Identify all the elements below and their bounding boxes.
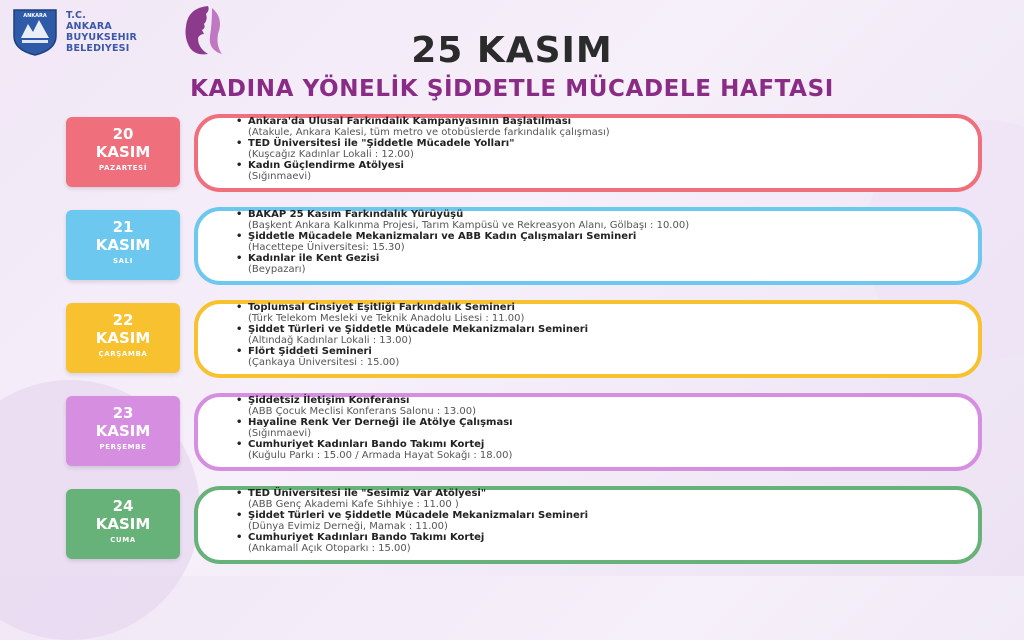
- bullet: •: [236, 231, 243, 242]
- date-month: KASIM: [95, 515, 151, 533]
- date-number: 22: [112, 311, 134, 329]
- logo-line: BUYUKSEHIR: [66, 32, 138, 43]
- date-number: 23: [112, 404, 134, 422]
- page-title: 25 KASIM: [411, 30, 613, 71]
- date-weekday: PERŞEMBE: [99, 443, 147, 451]
- event-title: Flört Şiddeti Semineri: [248, 346, 372, 357]
- bullet: •: [236, 439, 243, 450]
- bullet: •: [236, 532, 243, 543]
- day-row: [66, 486, 986, 566]
- bullet: •: [236, 346, 243, 357]
- date-month: KASIM: [95, 329, 151, 347]
- bullet: •: [236, 253, 243, 264]
- date-number: 20: [112, 125, 134, 143]
- bullet: •: [236, 488, 243, 499]
- event-detail: (Beypazarı): [248, 264, 306, 275]
- date-month: KASIM: [95, 236, 151, 254]
- date-badge: [66, 117, 180, 187]
- event-detail: (Sığınmaevi): [248, 171, 312, 182]
- event-list: [236, 209, 956, 275]
- logo-line: T.C.: [66, 10, 87, 21]
- day-row: [66, 393, 986, 473]
- date-weekday: SALI: [113, 257, 133, 265]
- bullet: •: [236, 209, 243, 220]
- logo-line: ANKARA: [66, 21, 112, 32]
- event-list: [236, 302, 956, 368]
- event-title: Şiddet Türleri ve Şiddetle Mücadele Mekanizmaları Semineri: [248, 324, 589, 335]
- event-title: Kadın Güçlendirme Atölyesi: [248, 160, 404, 171]
- date-month: KASIM: [95, 422, 151, 440]
- event-title: Ankara'da Ulusal Farkındalık Kampanyasının Başlatılması: [248, 116, 572, 127]
- logo-small-text: ANKARA: [23, 13, 47, 19]
- day-row: [66, 300, 986, 380]
- date-number: 24: [112, 497, 134, 515]
- event-detail: (Altındağ Kadınlar Lokali : 13.00): [248, 335, 412, 346]
- event-detail: (Başkent Ankara Kalkınma Projesi, Tarım Kampüsü ve Rekreasyon Alanı, Gölbaşı : 10.00): [248, 220, 690, 231]
- event-detail: (Türk Telekom Mesleki ve Teknik Anadolu Lisesi : 11.00): [248, 313, 525, 324]
- event-detail: (Hacettepe Üniversitesi: 15.30): [248, 242, 405, 253]
- event-title: Toplumsal Cinsiyet Eşitliği Farkındalık Semineri: [248, 302, 515, 313]
- event-detail: (Kuğulu Parkı : 15.00 / Armada Hayat Sokağı : 18.00): [248, 450, 513, 461]
- event-title: Şiddetle Mücadele Mekanizmaları ve ABB Kadın Çalışmaları Semineri: [248, 231, 637, 242]
- bullet: •: [236, 510, 243, 521]
- bullet: •: [236, 160, 243, 171]
- event-title: Cumhuriyet Kadınları Bando Takımı Kortej: [248, 532, 485, 543]
- event-detail: (Atakule, Ankara Kalesi, tüm metro ve otobüslerde farkındalık çalışması): [248, 127, 610, 138]
- event-detail: (Ankamall Açık Otoparkı : 15.00): [248, 543, 411, 554]
- bullet: •: [236, 302, 243, 313]
- event-title: Kadınlar ile Kent Gezisi: [248, 253, 380, 264]
- event-detail: (Sığınmaevi): [248, 428, 312, 439]
- bullet: •: [236, 324, 243, 335]
- event-title: Şiddetsiz İletişim Konferansı: [248, 395, 410, 406]
- logo-line: BELEDIYESI: [66, 43, 130, 54]
- event-title: BAKAP 25 Kasım Farkındalık Yürüyüşü: [248, 209, 464, 220]
- bullet: •: [236, 395, 243, 406]
- date-badge: [66, 396, 180, 466]
- date-badge: [66, 489, 180, 559]
- day-row: [66, 114, 986, 194]
- event-detail: (Kuşcağız Kadınlar Lokali : 12.00): [248, 149, 414, 160]
- event-title: Hayaline Renk Ver Derneği ile Atölye Çalışması: [248, 417, 513, 428]
- event-detail: (ABB Genç Akademi Kafe Sıhhiye : 11.00 ): [248, 499, 459, 510]
- event-detail: (ABB Çocuk Meclisi Konferans Salonu : 13.00): [248, 406, 477, 417]
- date-weekday: PAZARTESİ: [98, 164, 148, 172]
- day-row: [66, 207, 986, 287]
- page-subtitle: KADINA YÖNELİK ŞİDDETLE MÜCADELE HAFTASI: [190, 76, 834, 102]
- date-number: 21: [112, 218, 134, 236]
- event-title: Şiddet Türleri ve Şiddetle Mücadele Mekanizmaları Semineri: [248, 510, 589, 521]
- event-list: [236, 488, 956, 554]
- bullet: •: [236, 417, 243, 428]
- date-badge: [66, 210, 180, 280]
- date-badge: [66, 303, 180, 373]
- bullet: •: [236, 138, 243, 149]
- date-weekday: CUMA: [110, 536, 136, 544]
- event-detail: (Çankaya Üniversitesi : 15.00): [248, 357, 400, 368]
- event-detail: (Dünya Evimiz Derneği, Mamak : 11.00): [248, 521, 448, 532]
- date-weekday: ÇARŞAMBA: [98, 350, 148, 358]
- event-title: TED Üniversitesi ile "Sesimiz Var Atölyesi": [248, 488, 487, 499]
- date-month: KASIM: [95, 143, 151, 161]
- event-list: [236, 395, 956, 461]
- event-list: [236, 116, 956, 182]
- event-title: Cumhuriyet Kadınları Bando Takımı Kortej: [248, 439, 485, 450]
- bullet: •: [236, 116, 243, 127]
- event-title: TED Üniversitesi ile "Şiddetle Mücadele Yolları": [248, 138, 515, 149]
